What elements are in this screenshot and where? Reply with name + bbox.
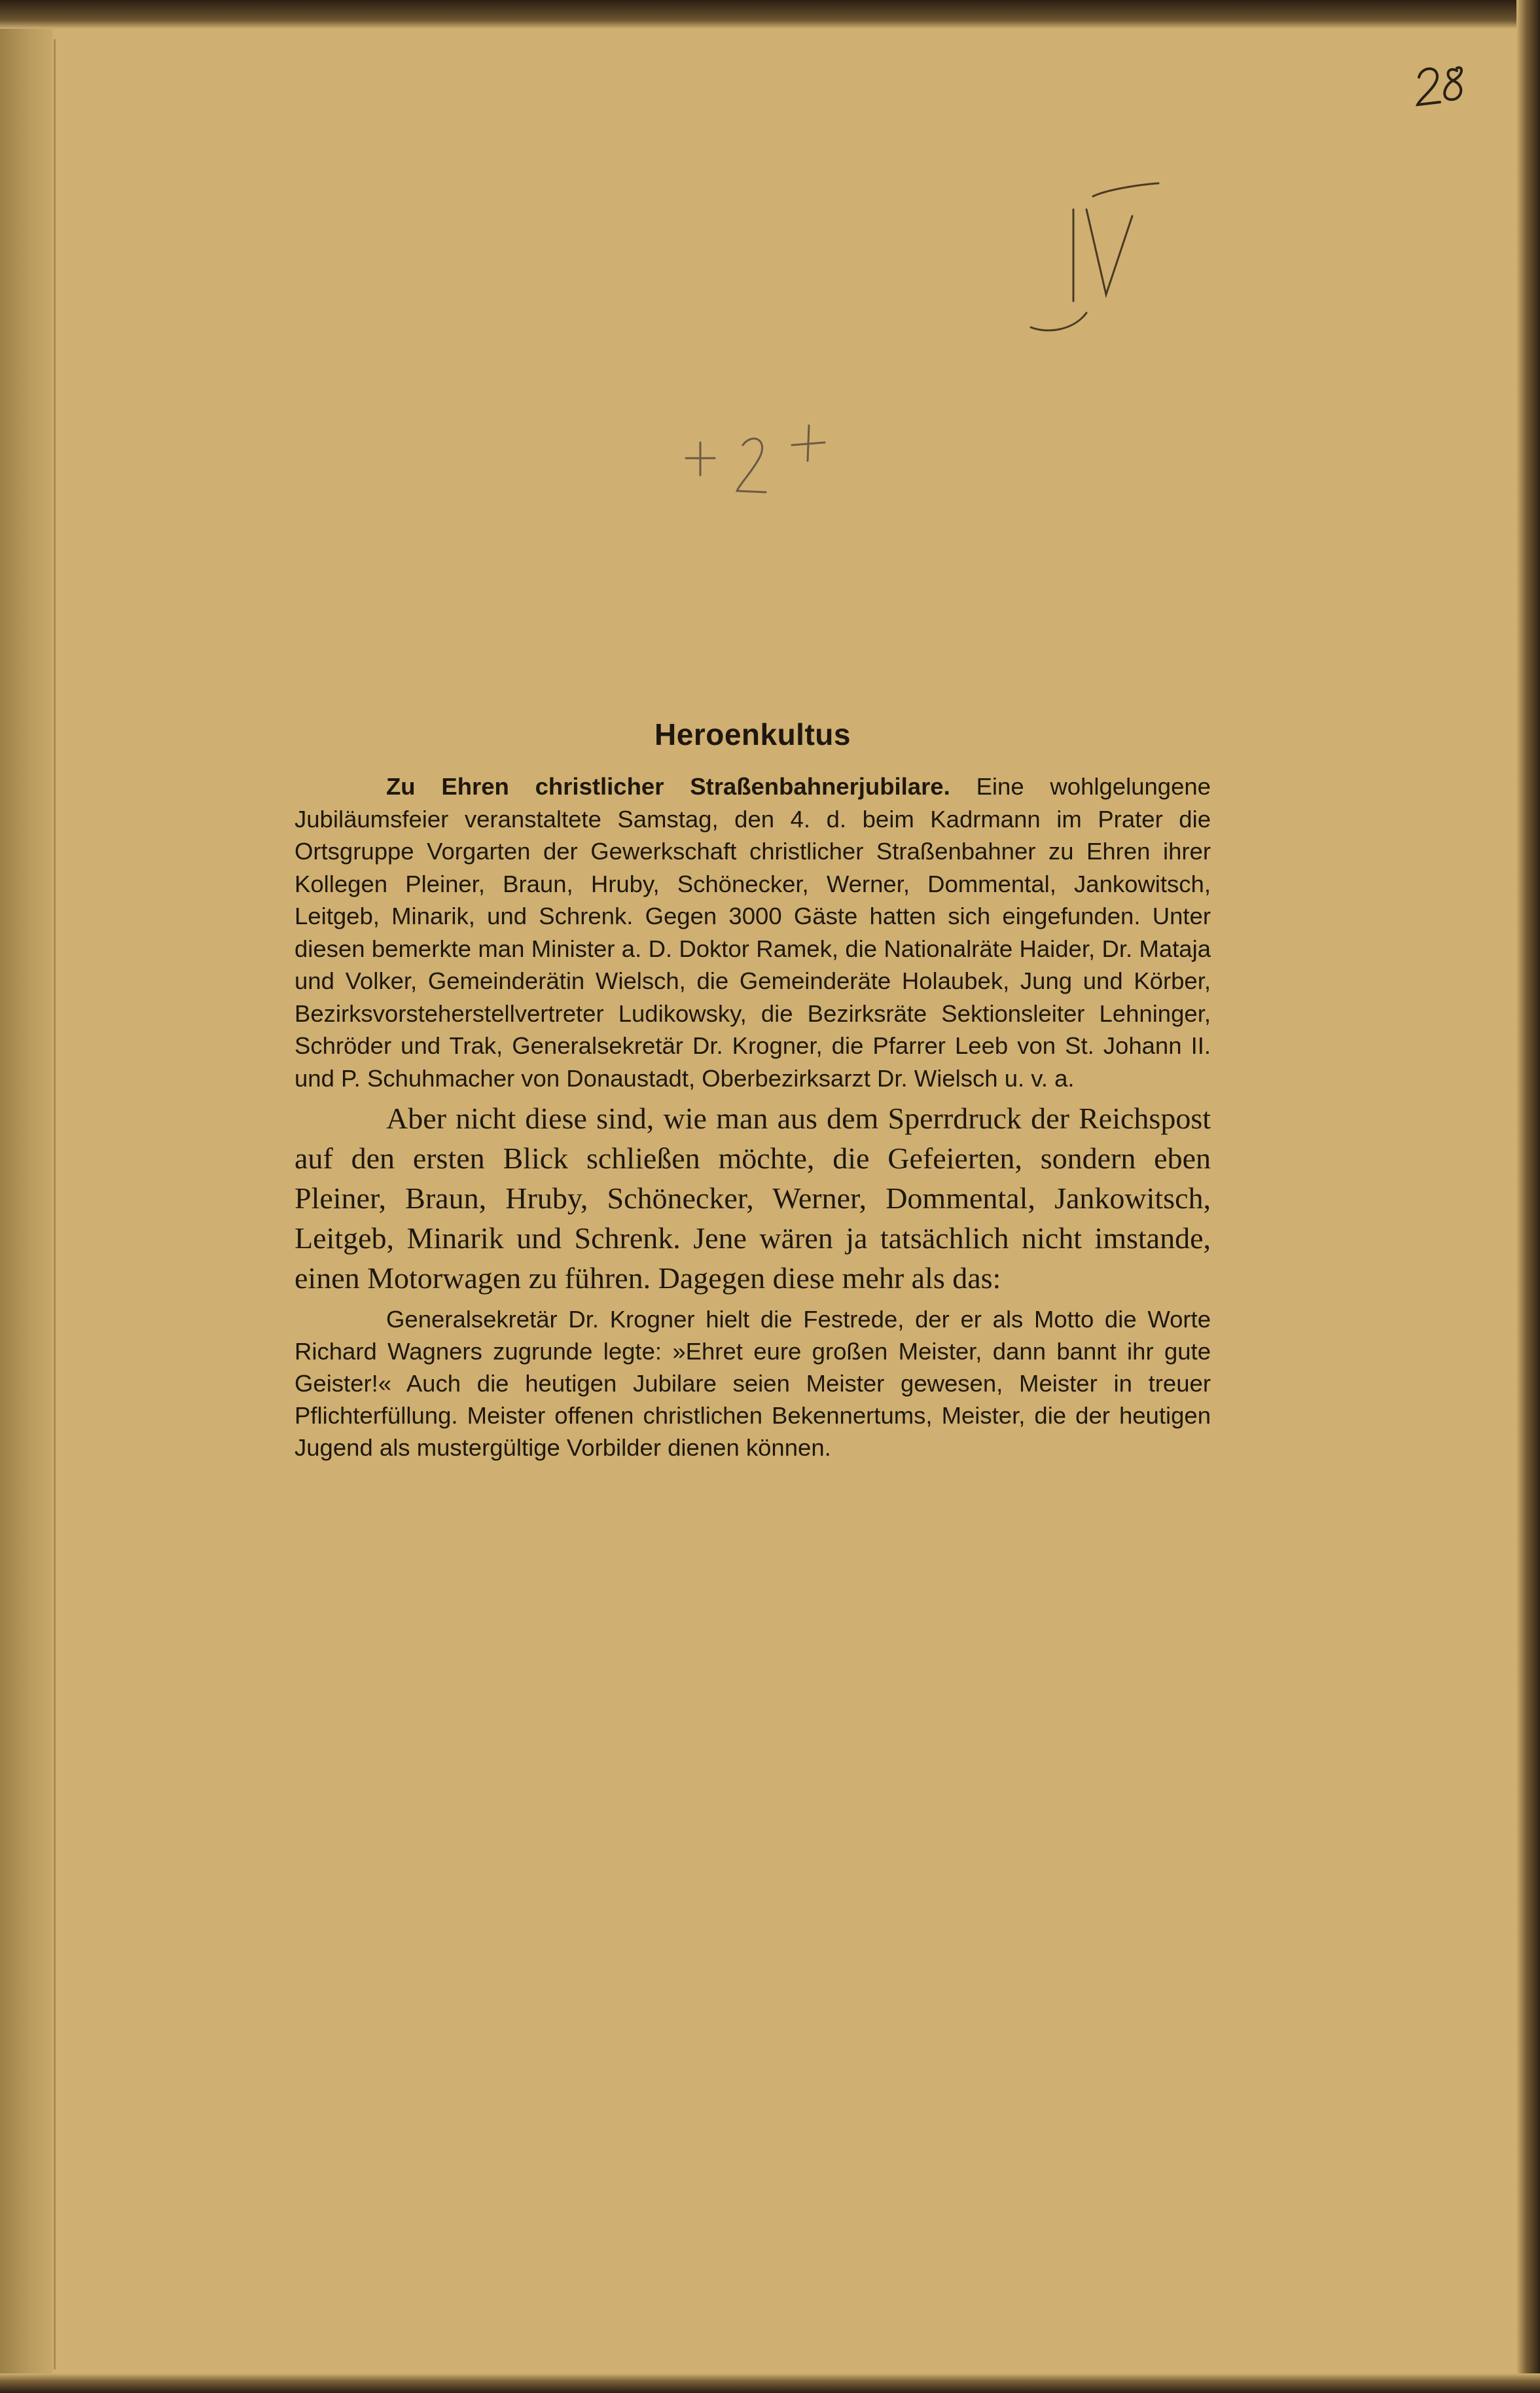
handwritten-roman-numeral [1031, 183, 1158, 331]
paragraph-1 [295, 770, 1211, 1094]
handwritten-marks [0, 0, 1540, 589]
page-edge-bottom [0, 2373, 1540, 2393]
paragraph-3: Generalsekretär Dr. Krogner hielt die Festrede, der er als Motto die Worte Richard Wagners zugrunde legte: »Ehret eure großen Meister, dann bannt ihr gute Geister!« Auch die heutigen Jubilare seien Meister gewesen, Meister in treuer Pflichterfüllung. Meister offenen christlichen Bekennertums, Meister, die der heutigen Jugend als mustergültige Vorbilder dienen können. [295, 1306, 1211, 1461]
paragraph-2: Aber nicht diese sind, wie man aus dem Sperrdruck der Reichspost auf den ersten Blick schließen möchte, die Gefeierten, sondern eben Pleiner, Braun, Hruby, Schönecker, Werner, Dommental, Jankowitsch, Leitgeb, Minarik und Schrenk. Jene wären ja tatsächlich nicht imstande, einen Motorwagen zu führen. Dagegen diese mehr als das: [295, 1102, 1211, 1295]
paragraph-1-text: Eine wohlgelungene Jubiläumsfeier veranstaltete Samstag, den 4. d. beim Kadrmann im Prater die Ortsgruppe Vorgarten der Gewerkschaft christlicher Straßenbahner zu Ehren ihrer Kollegen Pleiner, Braun, Hruby, Schönecker, Werner, Dommental, Jankowitsch, Leitgeb, Minarik, und Schrenk. Gegen 3000 Gäste hatten sich eingefunden. Unter diesen bemerkte man Minister a. D. Doktor Ramek, die Nationalräte Haider, Dr. Mataja und Volker, Gemeinderätin Wielsch, die Gemeinderäte Holaubek, Jung und Körber, Bezirksvorsteherstellvertreter Ludikowsky, die Bezirksräte Sektionsleiter Lehninger, Schröder und Trak, Generalsekretär Dr. Krogner, die Pfarrer Leeb von St. Johann II. und P. Schuhmacher von Donaustadt, Oberbezirksarzt Dr. Wielsch u. v. a. [295, 773, 1211, 1092]
article-lead: Zu Ehren christlicher Straßenbahnerjubilare. [386, 773, 950, 800]
pencil-mark [686, 425, 825, 492]
article-commentary [295, 1098, 1211, 1298]
article [295, 717, 1211, 1464]
article-title: Heroenkultus [654, 717, 851, 751]
article-news-report [295, 770, 1211, 1094]
article-quote-report [295, 1303, 1211, 1464]
handwritten-page-number [1418, 67, 1461, 105]
